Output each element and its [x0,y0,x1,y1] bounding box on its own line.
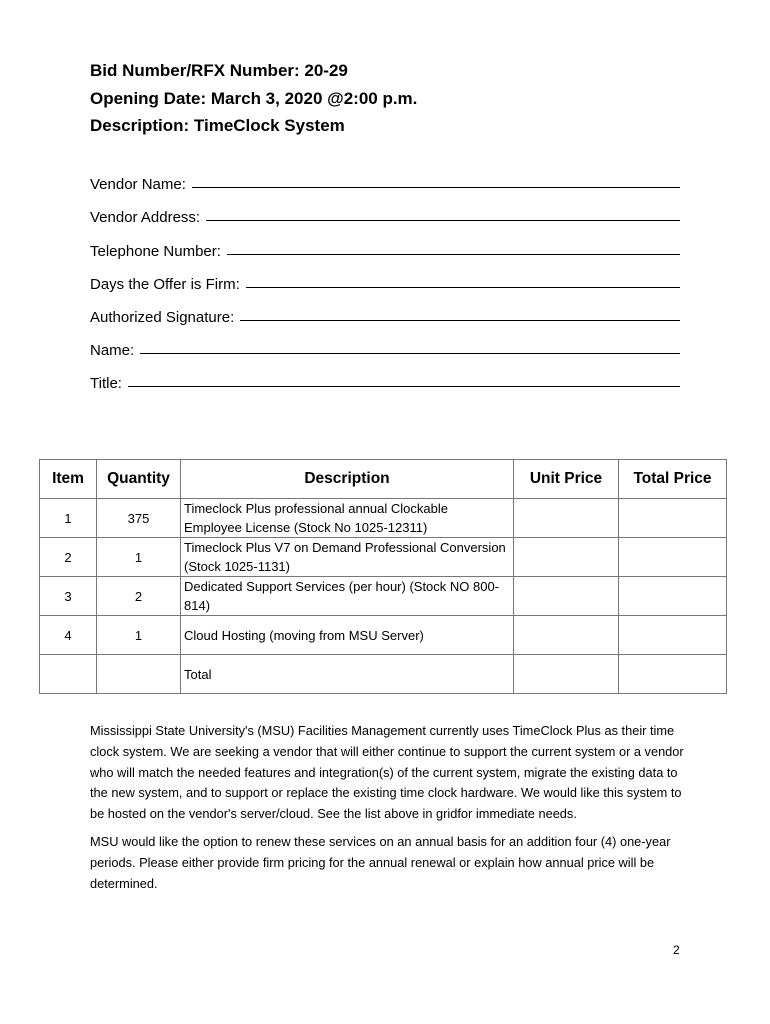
days-firm-field [90,260,680,293]
unit-price-cell[interactable] [514,577,619,616]
opening-date: Opening Date: March 3, 2020 @2:00 p.m. [90,88,418,108]
item-cell: 3 [40,577,97,616]
title-label: Title: [90,375,122,393]
page-number: 2 [673,943,680,957]
telephone-label: Telephone Number: [90,242,221,260]
table-row [40,538,727,577]
title-blank[interactable] [128,386,680,387]
item-cell: 1 [40,499,97,538]
vendor-form [90,160,680,392]
vendor-address-field [90,193,680,226]
pricing-table [39,459,727,694]
description-cell: Cloud Hosting (moving from MSU Server) [181,616,514,655]
title-field [90,359,680,392]
total-price-cell[interactable] [619,538,727,577]
header-unit-price: Unit Price [514,460,619,499]
total-label-cell: Total [181,655,514,694]
signature-blank[interactable] [240,320,680,321]
paragraph: Mississippi State University's (MSU) Facilities Management currently uses TimeClock Plus as their time clock system. We are seeking a vendor that will either continue to support the current system or a vendor who will match the needed features and integration(s) of the current system, migrate the existing data to the new system, and to support or replace the existing time clock hardware. We would like this system to be hosted on the vendor's server/cloud. See the list above in gridfor immediate needs. [90,723,684,822]
grand-total-cell[interactable] [619,655,727,694]
header-description: Description [181,460,514,499]
name-blank[interactable] [140,353,680,354]
name-field [90,326,680,359]
vendor-address-label: Vendor Address: [90,209,201,227]
vendor-name-blank[interactable] [192,187,680,188]
unit-price-cell[interactable] [514,655,619,694]
quantity-cell: 375 [97,499,181,538]
header-item: Item [40,460,97,499]
quantity-cell: 1 [97,616,181,655]
telephone-field [90,226,680,259]
paragraph: MSU would like the option to renew these services on an annual basis for an addition four (4) one-year periods. Please either provide firm pricing for the annual renewal or explain how annual price will be determined. [90,833,671,891]
total-row [40,655,727,694]
description-cell: Dedicated Support Services (per hour) (Stock NO 800-814) [181,577,514,616]
description-cell: Timeclock Plus professional annual Clockable Employee License (Stock No 1025-12311) [181,499,514,538]
table-row [40,616,727,655]
unit-price-cell[interactable] [514,538,619,577]
item-cell: 4 [40,616,97,655]
days-firm-blank[interactable] [246,287,680,288]
table-row [40,499,727,538]
bid-number: Bid Number/RFX Number: 20-29 [90,61,348,80]
unit-price-cell[interactable] [514,499,619,538]
quantity-cell: 1 [97,538,181,577]
name-label: Name: [90,342,135,360]
vendor-name-label: Vendor Name: [90,176,186,194]
header-total-price: Total Price [619,460,727,499]
header-quantity: Quantity [97,460,181,499]
document-header [90,57,417,140]
signature-label: Authorized Signature: [90,308,235,326]
table-row [40,577,727,616]
unit-price-cell[interactable] [514,616,619,655]
quantity-cell [97,655,181,694]
item-cell: 2 [40,538,97,577]
telephone-blank[interactable] [227,254,680,255]
total-price-cell[interactable] [619,499,727,538]
description-cell: Timeclock Plus V7 on Demand Professional Conversion (Stock 1025-1131) [181,538,514,577]
body-text [90,721,690,901]
table-header-row [40,460,727,499]
signature-field [90,293,680,326]
quantity-cell: 2 [97,577,181,616]
item-cell [40,655,97,694]
days-firm-label: Days the Offer is Firm: [90,275,240,293]
vendor-address-blank[interactable] [206,220,680,221]
total-price-cell[interactable] [619,577,727,616]
vendor-name-field [90,160,680,193]
description-title: Description: TimeClock System [90,116,345,135]
total-price-cell[interactable] [619,616,727,655]
